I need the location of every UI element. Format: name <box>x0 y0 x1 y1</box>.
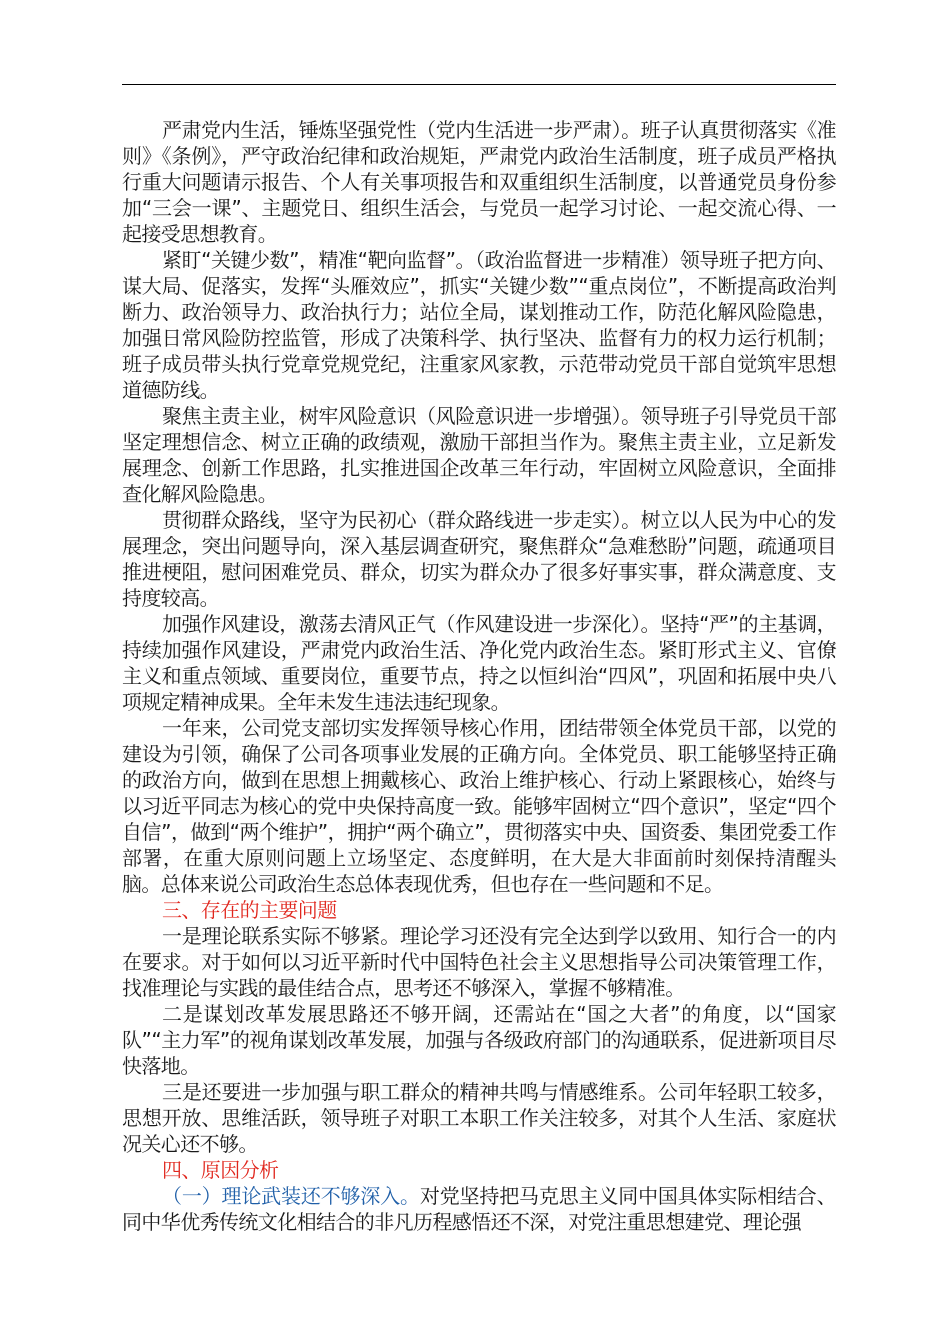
paragraph-work-style: 加强作风建设，激荡去清风正气（作风建设进一步深化）。坚持“严”的主基调，持续加强作风建设，严肃党内政治生活、净化党内政治生态。紧盯形式主义、官僚主义和重点领域、重要岗位，重要节点，持之以恒纠治“四风”，巩固和拓展中央八项规定精神成果。全年未发生违法违纪现象。 <box>122 612 836 714</box>
document-body <box>122 117 836 1235</box>
section-heading-main-problems: 三、存在的主要问题 <box>162 898 337 922</box>
paragraph-problem-two: 二是谋划改革发展思路还不够开阔，还需站在“国之大者”的角度，以“国家队”“主力军”的视角谋划改革发展，加强与各级政府部门的沟通联系，促进新项目尽快落地。 <box>122 1002 836 1078</box>
paragraph-party-life: 严肃党内生活，锤炼坚强党性（党内生活进一步严肃）。班子认真贯彻落实《准则》《条例》，严守政治纪律和政治规矩，严肃党内政治生活制度，班子成员严格执行重大问题请示报告、个人有关事项报告和双重组织生活制度，以普通党员身份参加“三会一课”、主题党日、组织生活会，与党员一起学习讨论、一起交流心得、一起接受思想教育。 <box>122 118 836 246</box>
header-rule <box>122 84 836 85</box>
paragraph-mass-line: 贯彻群众路线，坚守为民初心（群众路线进一步走实）。树立以人民为中心的发展理念，突出问题导向，深入基层调查研究，聚焦群众“急难愁盼”问题，疏通项目推进梗阻，慰问困难党员、群众，切实为群众办了很多好事实事，群众满意度、支持度较高。 <box>122 508 836 610</box>
subheading-theory-armament: （一）理论武装还不够深入。 <box>162 1184 420 1208</box>
paragraph-key-minority: 紧盯“关键少数”，精准“靶向监督”。（政治监督进一步精准）领导班子把方向、谋大局、促落实，发挥“头雁效应”，抓实“关键少数”“重点岗位”，不断提高政治判断力、政治领导力、政治执行力；站位全局，谋划推动工作，防范化解风险隐患，加强日常风险防控监管，形成了决策科学、执行坚决、监督有力的权力运行机制；班子成员带头执行党章党规党纪，注重家风家教，示范带动党员干部自觉筑牢思想道德防线。 <box>122 248 836 402</box>
paragraph-risk-awareness: 聚焦主责主业，树牢风险意识（风险意识进一步增强）。领导班子引导党员干部坚定理想信念、树立正确的政绩观，激励干部担当作为。聚焦主责主业，立足新发展理念、创新工作思路，扎实推进国企改革三年行动，牢固树立风险意识，全面排查化解风险隐患。 <box>122 404 836 506</box>
paragraph-year-summary: 一年来，公司党支部切实发挥领导核心作用，团结带领全体党员干部，以党的建设为引领，确保了公司各项事业发展的正确方向。全体党员、职工能够坚持正确的政治方向，做到在思想上拥戴核心、政治上维护核心、行动上紧跟核心，始终与以习近平同志为核心的党中央保持高度一致。能够牢固树立“四个意识”，坚定“四个自信”，做到“两个维护”，拥护“两个确立”，贯彻落实中央、国资委、集团党委工作部署，在重大原则问题上立场坚定、态度鲜明，在大是大非面前时刻保持清醒头脑。总体来说公司政治生态总体表现优秀，但也存在一些问题和不足。 <box>122 716 836 896</box>
section-heading-cause-analysis: 四、原因分析 <box>162 1158 279 1182</box>
paragraph-cause-one <box>122 1183 836 1235</box>
paragraph-cause-one-text: 对党坚持把马克思主义同中国具体实际相结合、同中华优秀传统文化相结合的非凡历程感悟还不深，对党注重思想建党、理论强 <box>122 1184 836 1234</box>
paragraph-problem-one: 一是理论联系实际不够紧。理论学习还没有完全达到学以致用、知行合一的内在要求。对于如何以习近平新时代中国特色社会主义思想指导公司决策管理工作，找准理论与实践的最佳结合点，思考还不够深入，掌握不够精准。 <box>122 924 836 1000</box>
paragraph-problem-three: 三是还要进一步加强与职工群众的精神共鸣与情感维系。公司年轻职工较多，思想开放、思维活跃，领导班子对职工本职工作关注较多，对其个人生活、家庭状况关心还不够。 <box>122 1080 836 1156</box>
